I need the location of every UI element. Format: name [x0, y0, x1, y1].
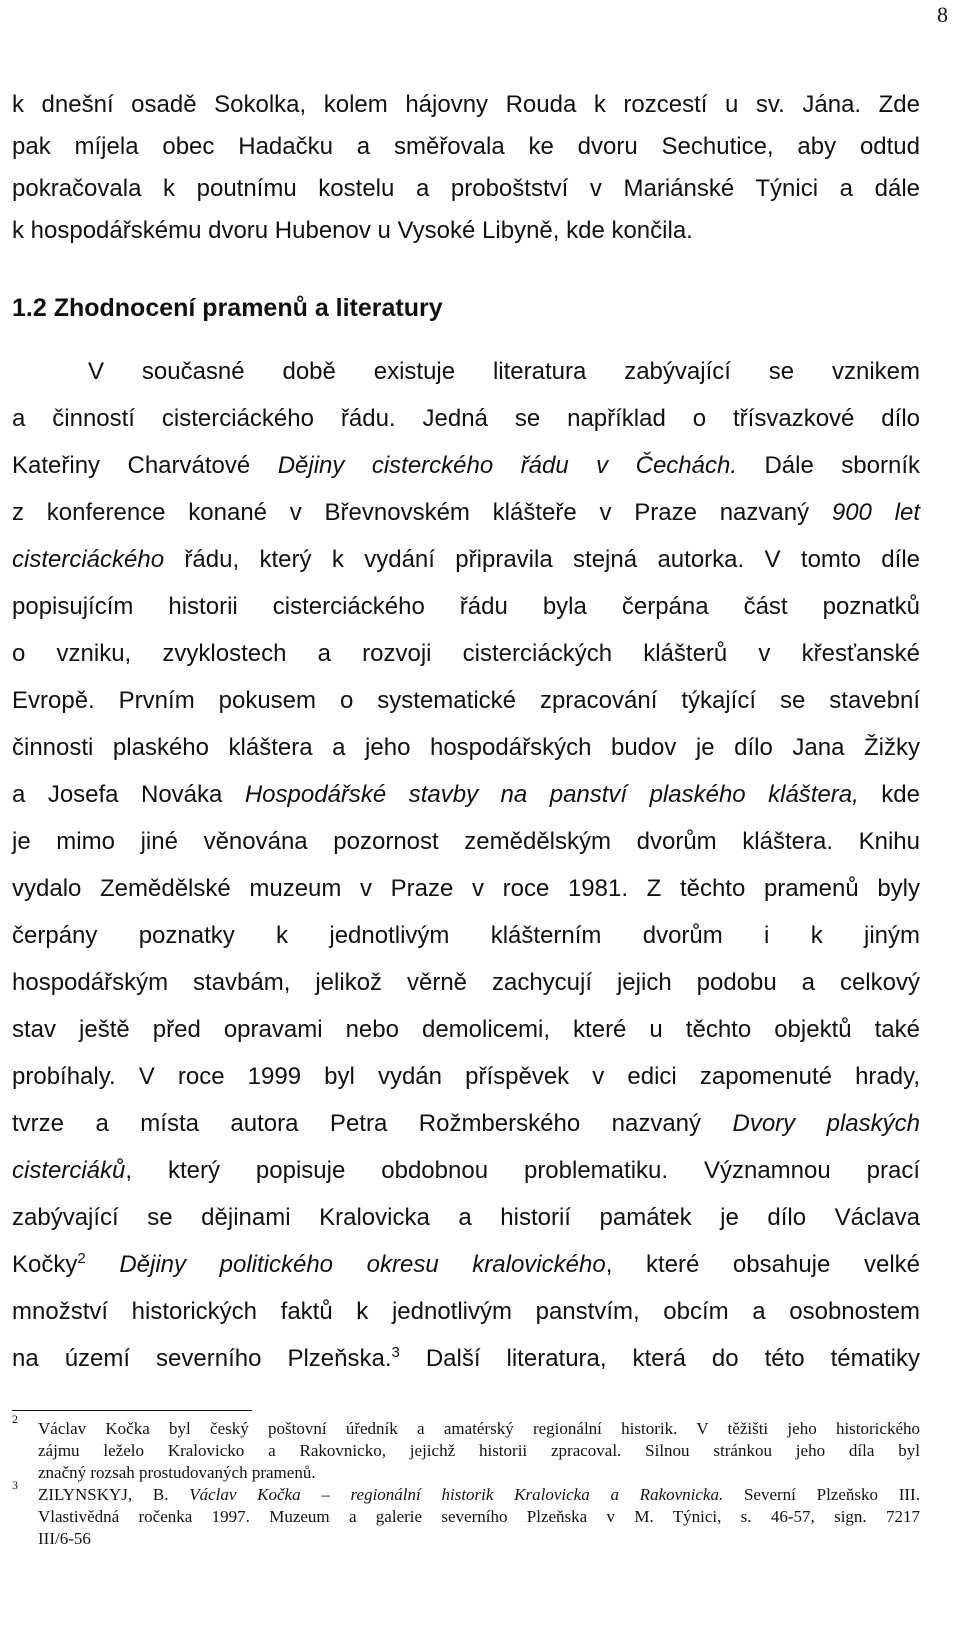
paragraph-intro	[12, 84, 920, 252]
text-run: řádu, který k vydání připravila stejná autorka. V tomto díle	[164, 546, 920, 573]
text-line: zabývající se dějinami Kralovicka a historií památek je dílo Václava	[12, 1204, 920, 1231]
text-line	[12, 1100, 920, 1147]
text-line: je mimo jiné věnována pozornost zemědělským dvorům kláštera. Knihu	[12, 828, 920, 855]
footnote-line: III/6-56	[38, 1529, 91, 1548]
footnote-line: zájmu leželo Kralovicko a Rakovnicko, jejichž historii zpracoval. Silnou stránkou jeho díla byl	[38, 1441, 920, 1460]
text-line: k hospodářskému dvoru Hubenov u Vysoké Libyně, kde končila.	[12, 217, 693, 244]
text-line: vydalo Zemědělské muzeum v Praze v roce 1981. Z těchto pramenů byly	[12, 875, 920, 902]
text-line: o vzniku, zvyklostech a rozvoji cisterciáckých klášterů v křesťanské	[12, 640, 920, 667]
cited-title: Václav Kočka – regionální historik Kralovicka a Rakovnicka.	[189, 1485, 724, 1504]
footnote-3	[12, 1478, 920, 1550]
text-line: stav ještě před opravami nebo demolicemi, které u těchto objektů také	[12, 1016, 920, 1043]
text-line	[12, 536, 920, 583]
footnote-divider	[12, 1410, 252, 1411]
text-line: a činností cisterciáckého řádu. Jedná se například o třísvazkové dílo	[12, 405, 920, 432]
text-line: pak míjela obec Hadačku a směřovala ke dvoru Sechutice, aby odtud	[12, 133, 920, 160]
text-run: a Josefa Nováka	[12, 781, 245, 808]
text-line: Evropě. Prvním pokusem o systematické zpracování týkající se stavební	[12, 687, 920, 714]
text-run: Kočky	[12, 1251, 78, 1278]
text-line	[12, 442, 920, 489]
text-run: z konference konané v Břevnovském klášteře v Praze nazvaný	[12, 499, 832, 526]
text-run: ZILYNSKYJ, B.	[38, 1485, 190, 1504]
footnote-line: Václav Kočka byl český poštovní úředník a amatérský regionální historik. V těžišti jeho historického	[38, 1419, 920, 1438]
footnote-number: 3	[12, 1478, 18, 1492]
footnote-2	[12, 1412, 920, 1484]
text-line: pokračovala k poutnímu kostelu a proboštství v Mariánské Týnici a dále	[12, 175, 920, 202]
book-title: Dvory plaských	[732, 1110, 920, 1137]
section-heading: 1.2 Zhodnocení pramenů a literatury	[12, 294, 443, 322]
text-run: , který popisuje obdobnou problematiku. Významnou prací	[125, 1157, 920, 1184]
text-line: čerpány poznatky k jednotlivým klášterním dvorům i k jiným	[12, 922, 920, 949]
text-run: , které obsahuje velké	[605, 1251, 920, 1278]
text-line	[12, 489, 920, 536]
book-title: cisterciáckého	[12, 546, 165, 573]
book-title: cisterciáků	[12, 1157, 126, 1184]
text-line	[12, 1147, 920, 1194]
footnote-line: Vlastivědná ročenka 1997. Muzeum a galerie severního Plzeňska v M. Týnici, s. 46-57, sign. 7217	[38, 1507, 920, 1526]
page-number: 8	[937, 2, 948, 27]
footnotes	[12, 1412, 920, 1550]
text-run: Severní Plzeňsko III.	[723, 1485, 920, 1504]
footnote-number: 2	[12, 1412, 18, 1426]
text-run: Kateřiny Charvátové	[12, 452, 278, 479]
text-line: množství historických faktů k jednotlivým panstvím, obcím a osobnostem	[12, 1298, 920, 1325]
footnote-line	[38, 1484, 920, 1506]
text-line: probíhaly. V roce 1999 byl vydán příspěvek v edici zapomenuté hrady,	[12, 1063, 920, 1090]
book-title: Dějiny politického okresu kralovického	[85, 1251, 606, 1278]
text-run: na území severního Plzeňska.	[12, 1345, 392, 1372]
book-title: Hospodářské stavby na panství plaského kláštera,	[244, 781, 859, 808]
text-line	[12, 1241, 920, 1288]
text-run: Další literatura, která do této tématiky	[399, 1345, 920, 1372]
text-run: kde	[858, 781, 920, 808]
text-line	[12, 1335, 920, 1382]
text-run: tvrze a místa autora Petra Rožmberského nazvaný	[12, 1110, 733, 1137]
text-line: k dnešní osadě Sokolka, kolem hájovny Rouda k rozcestí u sv. Jána. Zde	[12, 91, 920, 118]
text-run: Dále sborník	[737, 452, 920, 479]
book-title: Dějiny cisterckého řádu v Čechách.	[277, 452, 738, 479]
text-line: popisujícím historii cisterciáckého řádu byla čerpána část poznatků	[12, 593, 920, 620]
footnote-ref: 3	[391, 1344, 400, 1361]
paragraph-literature	[12, 348, 920, 1382]
footnote-line: značný rozsah prostudovaných pramenů.	[38, 1463, 316, 1482]
text-line: hospodářským stavbám, jelikož věrně zachycují jejich podobu a celkový	[12, 969, 920, 996]
text-line: činnosti plaského kláštera a jeho hospodářských budov je dílo Jana Žižky	[12, 734, 920, 761]
body-text	[12, 84, 920, 1382]
text-line: V současné době existuje literatura zabývající se vznikem	[88, 358, 920, 385]
footnote-ref: 2	[77, 1250, 86, 1267]
text-line	[12, 771, 920, 818]
book-title: 900 let	[831, 499, 920, 526]
